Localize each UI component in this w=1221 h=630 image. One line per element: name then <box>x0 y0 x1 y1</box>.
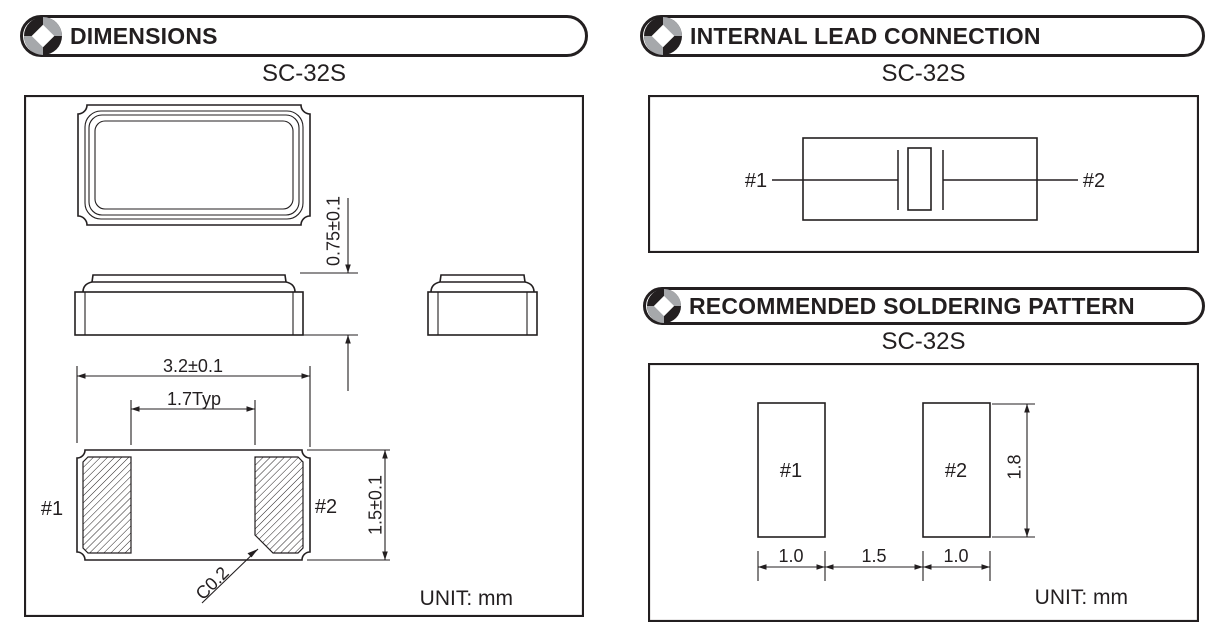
pad-gap-dimension <box>131 389 255 445</box>
crystal-top-view <box>78 105 310 225</box>
pad2-label: #2 <box>314 496 338 518</box>
dimensions-drawing <box>24 95 584 617</box>
chamfer-label: C0.2 <box>191 562 233 604</box>
dimensions-section-title: DIMENSIONS <box>70 22 218 49</box>
section-marker-icon <box>647 289 681 323</box>
terminal-pad-1 <box>83 457 131 553</box>
crystal-side-view <box>75 275 303 335</box>
soldering-unit-label: UNIT: mm <box>1034 586 1128 609</box>
body-depth-dimension-label: 1.5±0.1 <box>365 475 386 535</box>
height-dimension-label: 0.75±0.1 <box>323 196 344 266</box>
crystal-element <box>908 148 931 210</box>
internal-lead-section-banner <box>640 15 1205 57</box>
terminal-pad-2 <box>255 457 303 553</box>
crystal-end-view <box>428 275 537 335</box>
pad-width-dimension-chain <box>758 546 990 581</box>
pad1-label: #1 <box>40 498 64 520</box>
solder-pad2-label: #2 <box>944 460 968 482</box>
pad1-width-label: 1.0 <box>778 546 804 566</box>
lead1-label: #1 <box>744 170 768 192</box>
crystal-bottom-view <box>41 450 337 560</box>
chamfer-callout <box>192 549 258 604</box>
dimensions-part-number: SC-32S <box>261 60 347 87</box>
soldering-section-banner <box>643 287 1205 325</box>
internal-lead-part-number: SC-32S <box>881 60 966 87</box>
pad2-width-label: 1.0 <box>943 546 969 566</box>
pad-height-dimension <box>992 404 1035 537</box>
solder-pads <box>758 403 990 537</box>
lead2-label: #2 <box>1082 170 1106 192</box>
pad-gap-label: 1.5 <box>861 546 887 566</box>
internal-lead-section-title: INTERNAL LEAD CONNECTION <box>690 22 1041 49</box>
pad-height-dimension-label: 1.8 <box>1004 454 1025 480</box>
solder-pad1-label: #1 <box>779 460 803 482</box>
body-width-dimension-label: 3.2±0.1 <box>163 356 223 376</box>
soldering-section-title: RECOMMENDED SOLDERING PATTERN <box>689 292 1135 319</box>
pad-gap-dimension-label: 1.7Typ <box>166 389 222 409</box>
soldering-part-number: SC-32S <box>881 328 966 355</box>
crystal-schematic <box>772 138 1078 220</box>
soldering-pattern-drawing <box>648 363 1199 622</box>
dimensions-section-banner <box>20 15 588 57</box>
section-marker-icon <box>24 17 62 55</box>
height-dimension <box>300 196 358 391</box>
dimensions-unit-label: UNIT: mm <box>419 587 513 610</box>
section-marker-icon <box>644 17 682 55</box>
internal-lead-drawing <box>648 95 1199 253</box>
